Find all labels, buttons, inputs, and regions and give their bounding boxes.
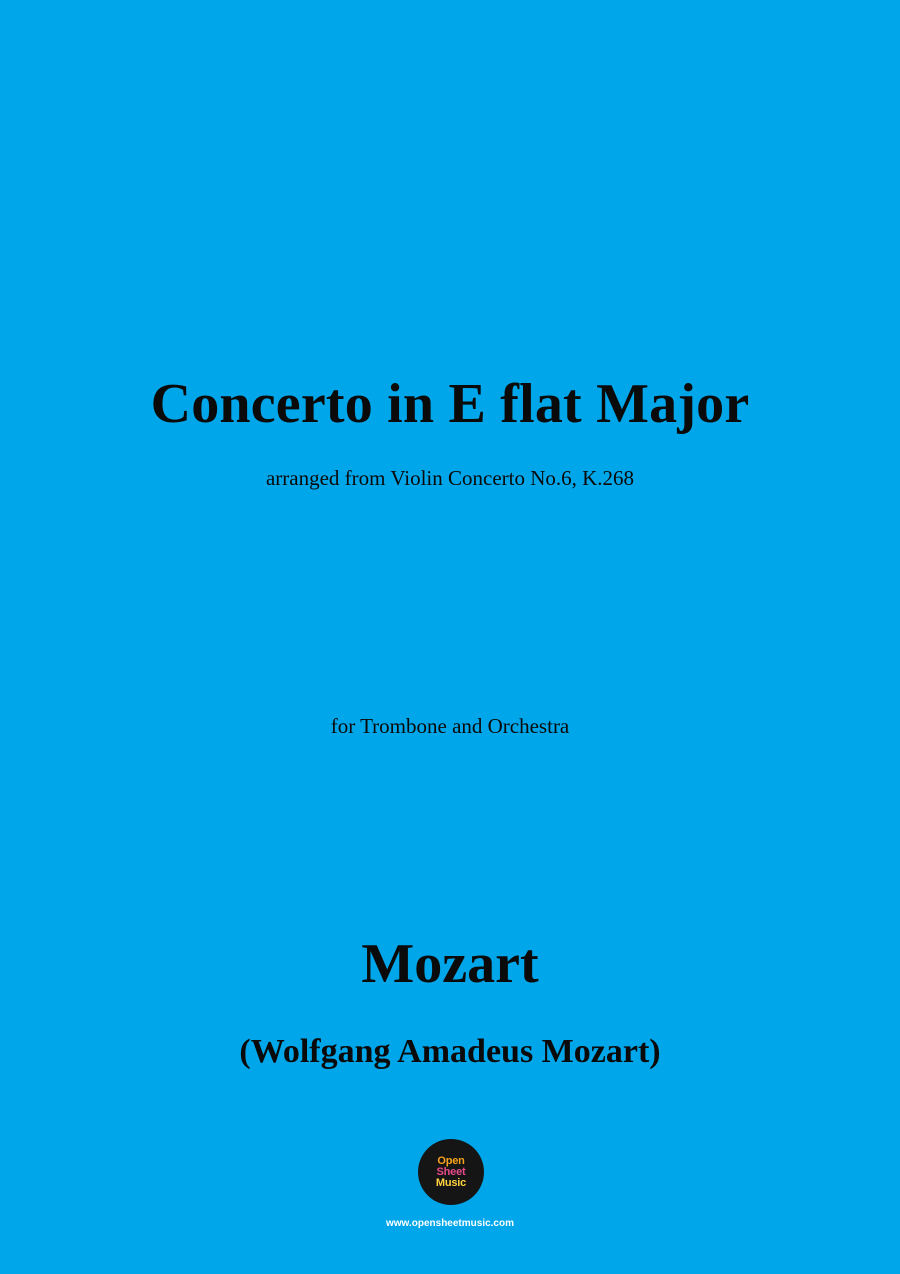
open-sheet-music-logo-icon — [418, 1139, 484, 1205]
logo-word-music: Music — [435, 1176, 467, 1189]
composer-full-name: (Wolfgang Amadeus Mozart) — [239, 1033, 661, 1070]
page-title: Concerto in E flat Major — [150, 373, 750, 435]
logo-word-sheet: Sheet — [436, 1165, 466, 1178]
logo-word-open: Open — [437, 1154, 465, 1167]
website-url: www.opensheetmusic.com — [386, 1218, 514, 1229]
instrumentation-label: for Trombone and Orchestra — [330, 714, 570, 738]
composer-name: Mozart — [361, 933, 539, 995]
subtitle: arranged from Violin Concerto No.6, K.268 — [265, 466, 635, 490]
